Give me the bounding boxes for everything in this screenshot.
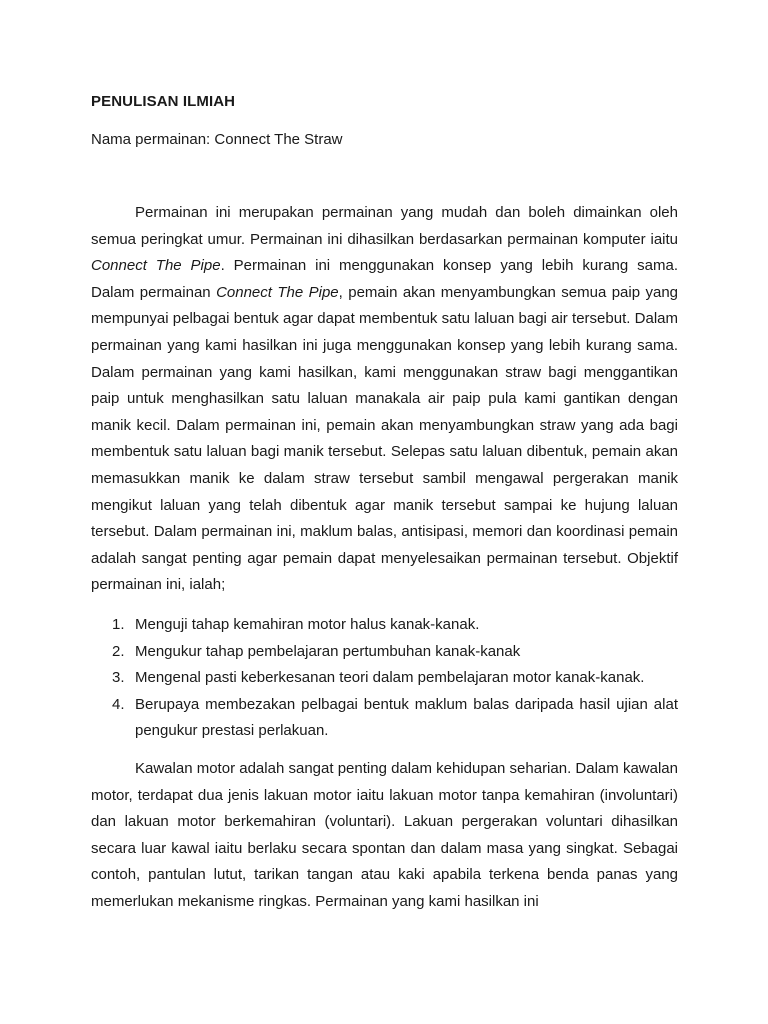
objective-number: 2. — [112, 642, 125, 660]
game-reference-text: Connect The Pipe — [91, 257, 221, 275]
intro-paragraph — [91, 200, 678, 599]
objective-text: Mengukur tahap pembelajaran pertumbuhan kanak-kanak — [135, 642, 521, 660]
paragraph-text-run: . Permainan ini menggunakan konsep yang lebih kurang sama. Dalam permainan — [91, 257, 678, 301]
objective-item — [91, 639, 678, 666]
objective-item — [91, 692, 678, 745]
game-name-line: Nama permainan: Connect The Straw — [91, 131, 343, 148]
objective-number: 1. — [112, 616, 125, 633]
motor-control-paragraph: Kawalan motor adalah sangat penting dalam kehidupan seharian. Dalam kawalan motor, terdapat dua jenis lakuan motor iaitu lakuan motor tanpa kemahiran (involuntari) dan lakuan motor berkemahiran (voluntari). Lakuan pergerakan voluntari dihasilkan secara luar kawal iaitu berlaku secara spontan dan dalam masa yang singkat. Sebagai contoh, pantulan lutut, tarikan tangan atau kaki apabila terkena benda panas yang memerlukan mekanisme ringkas. Permainan yang kami hasilkan ini — [91, 760, 678, 910]
objective-number: 3. — [112, 669, 125, 687]
document-title: PENULISAN ILMIAH — [91, 93, 236, 110]
paragraph-text-run: Permainan ini merupakan permainan yang mudah dan boleh dimainkan oleh semua peringkat umur. Permainan ini dihasilkan berdasarkan permainan komputer iaitu — [91, 204, 678, 248]
objective-item — [91, 665, 678, 692]
objective-number: 4. — [112, 695, 125, 713]
game-reference-text: Connect The Pipe — [216, 283, 339, 301]
objective-text: Berupaya membezakan pelbagai bentuk maklum balas daripada hasil ujian alat pengukur prestasi perlakuan. — [135, 695, 678, 740]
objectives-list — [91, 612, 678, 745]
objective-text: Menguji tahap kemahiran motor halus kanak-kanak. — [135, 616, 480, 633]
paragraph-text-run: , pemain akan menyambungkan semua paip yang mempunyai pelbagai bentuk agar dapat membentuk satu laluan bagi air tersebut. Dalam permainan yang kami hasilkan ini juga menggunakan konsep yang lebih kurang sama. Dalam permainan yang kami hasilkan, kami menggunakan straw bagi menggantikan paip untuk menghasilkan satu laluan manakala air paip pula kami gantikan dengan manik kecil. Dalam permainan ini, pemain akan menyambungkan straw yang ada bagi membentuk satu laluan bagi manik tersebut. Selepas satu laluan dibentuk, pemain akan memasukkan manik ke dalam straw tersebut sambil mengawal pergerakan manik mengikut laluan yang telah dibentuk agar manik tersebut sampai ke hujung laluan tersebut. Dalam permainan ini, maklum balas, antisipasi, memori dan koordinasi pemain adalah sangat penting agar pemain dapat menyelesaikan permainan tersebut. Objektif permainan ini, ialah; — [91, 283, 679, 594]
objective-text: Mengenal pasti keberkesanan teori dalam pembelajaran motor kanak-kanak. — [135, 669, 645, 687]
objective-item — [91, 612, 678, 639]
